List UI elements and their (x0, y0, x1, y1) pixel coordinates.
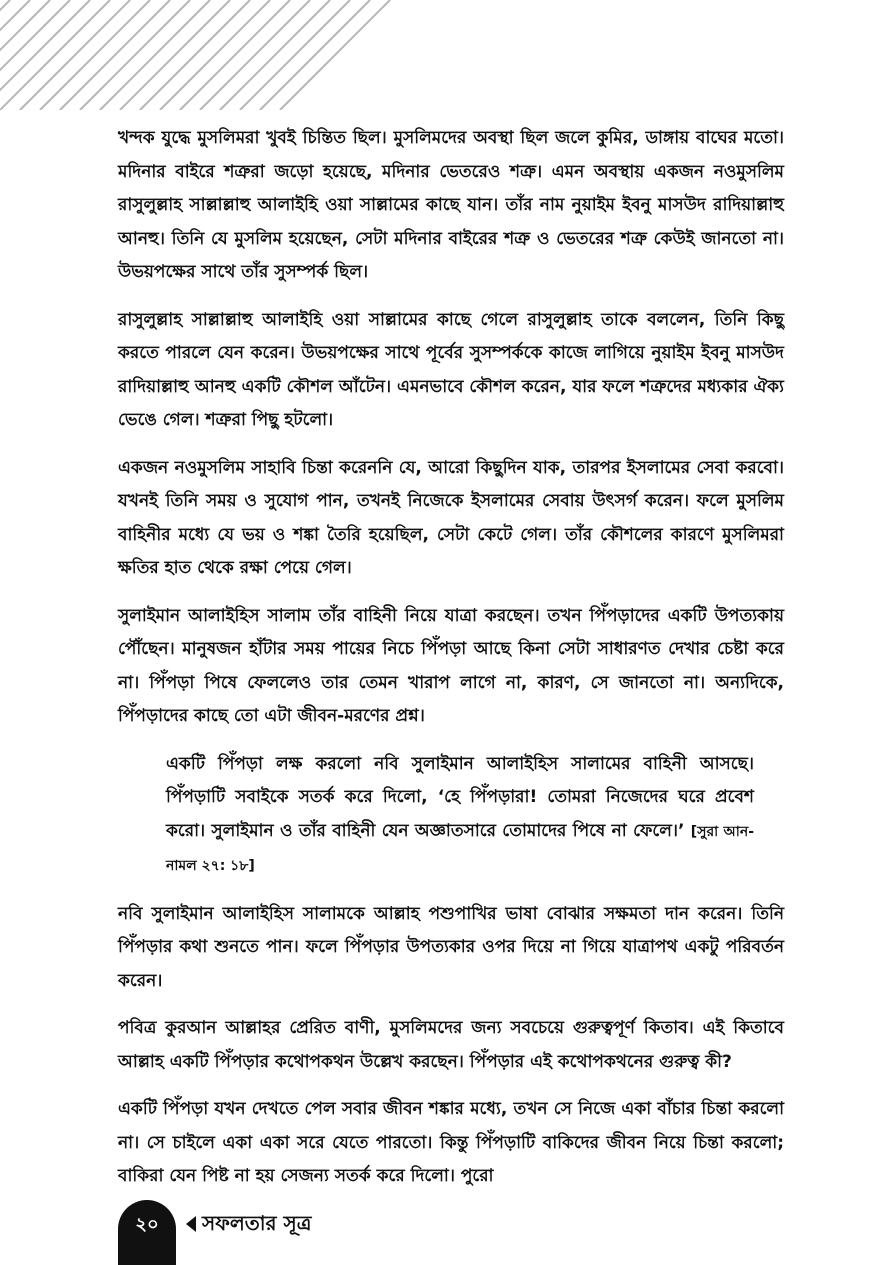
paragraph: খন্দক যুদ্ধে মুসলিমরা খুবই চিন্তিত ছিল। মুসলিমদের অবস্থা ছিল জলে কুমির, ডাঙ্গায় বাঘের মতো। মদিনার বাইরে শত্রুরা জড়ো হয়েছে, মদিনার ভেতরেও শত্রু। এমন অবস্থায় একজন নওমুসলিম রাসুলুল্লাহ সাল্লাল্লাহু আলাইহি ওয়া সাল্লামের কাছে যান। তাঁর নাম নুয়াইম ইবনু মাসউদ রাদিয়াল্লাহু আনহু। তিনি যে মুসলিম হয়েছেন, সেটা মদিনার বাইরের শত্রু ও ভেতরের শত্রু কেউই জানতো না। উভয়পক্ষের সাথে তাঁর সুসম্পর্ক ছিল। (118, 128, 784, 282)
page-footer (118, 1200, 518, 1265)
corner-stripes-decoration (0, 0, 400, 110)
quote-reference: [সুরা আন-নামল ২৭: ১৮] (166, 823, 755, 874)
quran-quote (118, 748, 784, 884)
page-number: ২০ (135, 1214, 159, 1235)
page-number-tab (118, 1200, 176, 1265)
left-arrow-icon (186, 1216, 196, 1232)
paragraph: রাসুলুল্লাহ সাল্লাল্লাহু আলাইহি ওয়া সাল্লামের কাছে গেলে রাসুলুল্লাহ তাকে বললেন, তিনি কিছু করতে পারলে যেন করেন। উভয়পক্ষের সাথে পূর্বের সুসম্পর্ককে কাজে লাগিয়ে নুয়াইম ইবনু মাসউদ রাদিয়াল্লাহু আনহু একটি কৌশল আঁটেন। এমনভাবে কৌশল করেন, যার ফলে শত্রুদের মধ্যকার ঐক্য ভেঙে গেল। শত্রুরা পিছু হটলো। (118, 309, 784, 430)
book-title: সফলতার সূত্র (202, 1211, 312, 1235)
paragraph: পবিত্র কুরআন আল্লাহর প্রেরিত বাণী, মুসলিমদের জন্য সবচেয়ে গুরুত্বপূর্ণ কিতাব। এই কিতাবে আল্লাহ একটি পিঁপড়ার কথোপকথন উল্লেখ করছেন। পিঁপড়ার এই কথোপকথনের গুরুত্ব কী? (118, 1018, 784, 1072)
paragraph: সুলাইমান আলাইহিস সালাম তাঁর বাহিনী নিয়ে যাত্রা করছেন। তখন পিঁপড়াদের একটি উপত্যকায় পৌঁছেন। মানুষজন হাঁটার সময় পায়ের নিচে পিঁপড়া আছে কিনা সেটা সাধারণত দেখার চেষ্টা করে না। পিঁপড়া পিষে ফেললেও তার তেমন খারাপ লাগে না, কারণ, সে জানতো না। অন্যদিকে, পিঁপড়াদের কাছে তো এটা জীবন-মরণের প্রশ্ন। (118, 605, 784, 726)
quote-text: একটি পিঁপড়া লক্ষ করলো নবি সুলাইমান আলাইহিস সালামের বাহিনী আসছে। পিঁপড়াটি সবাইকে সতর্ক করে দিলো, ‘হে পিঁপড়ারা! তোমরা নিজেদের ঘরে প্রবেশ করো। সুলাইমান ও তাঁর বাহিনী যেন অজ্ঞাতসারে তোমাদের পিষে না ফেলে।’ (166, 753, 754, 841)
page-body (118, 122, 784, 1208)
paragraph: একটি পিঁপড়া যখন দেখতে পেল সবার জীবন শঙ্কার মধ্যে, তখন সে নিজে একা বাঁচার চিন্তা করলো না। সে চাইলে একা একা সরে যেতে পারতো। কিন্তু পিঁপড়াটি বাকিদের জীবন নিয়ে চিন্তা করলো; বাকিরা যেন পিষ্ট না হয় সেজন্য সতর্ক করে দিলো। পুরো (118, 1099, 784, 1186)
paragraph: একজন নওমুসলিম সাহাবি চিন্তা করেননি যে, আরো কিছুদিন যাক, তারপর ইসলামের সেবা করবো। যখনই তিনি সময় ও সুযোগ পান, তখনই নিজেকে ইসলামের সেবায় উৎসর্গ করেন। ফলে মুসলিম বাহিনীর মধ্যে যে ভয় ও শঙ্কা তৈরি হয়েছিল, সেটা কেটে গেল। তাঁর কৌশলের কারণে মুসলিমরা ক্ষতির হাত থেকে রক্ষা পেয়ে গেল। (118, 457, 784, 578)
paragraph: নবি সুলাইমান আলাইহিস সালামকে আল্লাহ পশুপাখির ভাষা বোঝার সক্ষমতা দান করেন। তিনি পিঁপড়ার কথা শুনতে পান। ফলে পিঁপড়ার উপত্যকার ওপর দিয়ে না গিয়ে যাত্রাপথ একটু পরিবর্তন করেন। (118, 903, 784, 991)
